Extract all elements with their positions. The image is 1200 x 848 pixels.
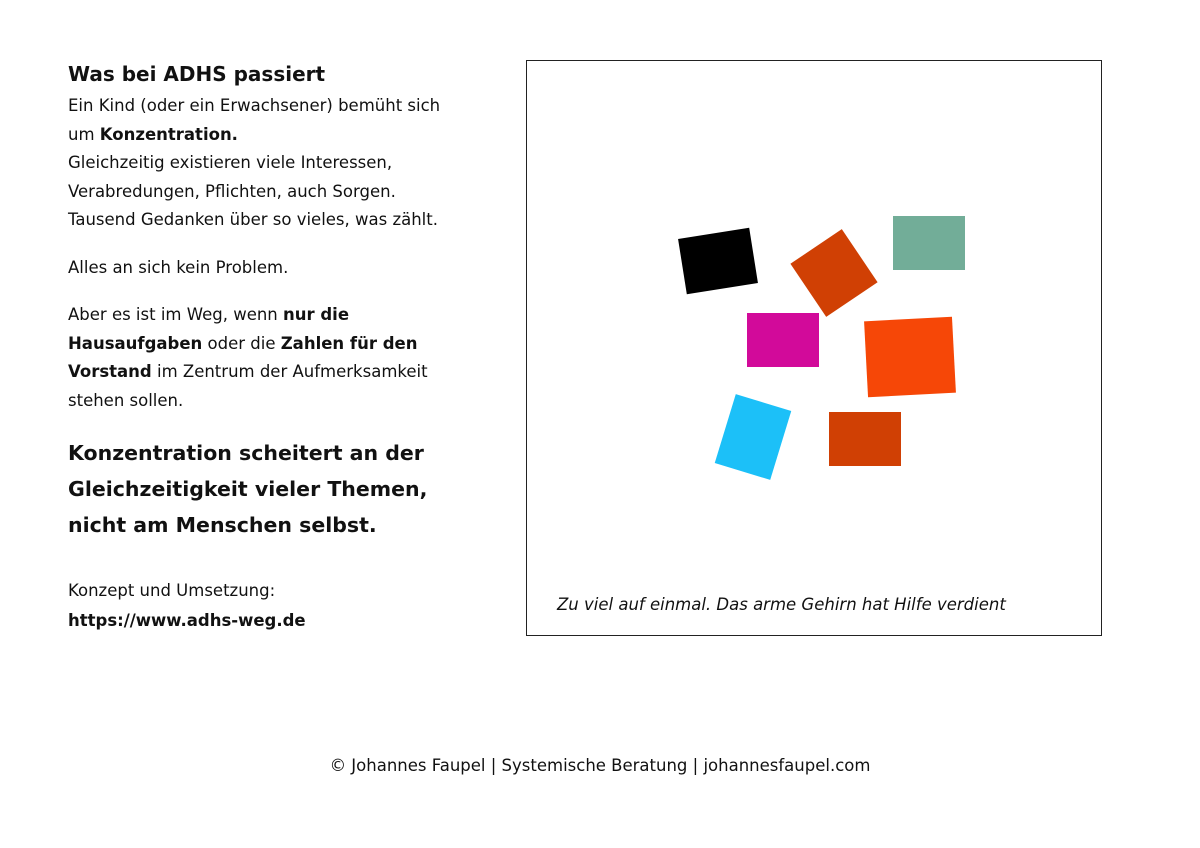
obstacle-text-3: im Zentrum der Aufmerksamkeit — [151, 362, 428, 381]
intro-line-4: Verabredungen, Pflichten, auch Sorgen. — [68, 181, 396, 201]
section-heading: Was bei ADHS passiert — [68, 62, 326, 86]
illustration-frame — [526, 60, 1102, 636]
key-message-line-2: Gleichzeitigkeit vieler Themen, — [68, 477, 428, 501]
obstacle-bold-2: Hausaufgaben — [68, 333, 203, 353]
credit-label: Konzept und Umsetzung: — [68, 581, 276, 600]
sage-square — [893, 216, 965, 270]
key-message-line-1: Konzentration scheitert an der — [68, 441, 424, 465]
intro-line-1: Ein Kind (oder ein Erwachsener) bemüht sich — [68, 96, 441, 115]
intro-line-3: Gleichzeitig existieren viele Interessen, — [68, 153, 393, 172]
obstacle-text-2: oder die — [202, 333, 281, 353]
footer-copyright: © Johannes Faupel | Systemische Beratung | johannesfaupel.com — [329, 756, 871, 775]
intro-keyword: Konzentration. — [99, 124, 238, 144]
intro-line-2-prefix: um — [68, 124, 100, 144]
key-message — [68, 435, 508, 543]
cyan-square — [715, 394, 792, 480]
obstacle-text-4: stehen sollen. — [68, 390, 184, 410]
magenta-square — [747, 313, 819, 367]
obstacle-text-1: Aber es ist im Weg, wenn — [68, 305, 283, 324]
credit-url-link[interactable]: https://www.adhs-weg.de — [68, 611, 306, 630]
text-column — [68, 60, 508, 543]
intro-paragraph — [68, 92, 508, 235]
key-message-line-3: nicht am Menschen selbst. — [68, 513, 377, 537]
intro-line-5: Tausend Gedanken über so vieles, was zählt. — [68, 210, 438, 229]
rust-square-tilted — [790, 229, 877, 317]
obstacle-bold-4: Vorstand — [68, 362, 152, 381]
credit-block — [68, 576, 306, 636]
illustration-caption: Zu viel auf einmal. Das arme Gehirn hat Hilfe verdient — [557, 595, 1006, 614]
no-problem-paragraph: Alles an sich kein Problem. — [68, 257, 289, 277]
obstacle-paragraph — [68, 301, 508, 415]
rust-square — [829, 412, 901, 466]
obstacle-bold-1: nur die — [283, 305, 350, 324]
orange-square — [864, 317, 956, 398]
black-square — [678, 228, 758, 295]
obstacle-bold-3: Zahlen für den — [280, 333, 418, 353]
